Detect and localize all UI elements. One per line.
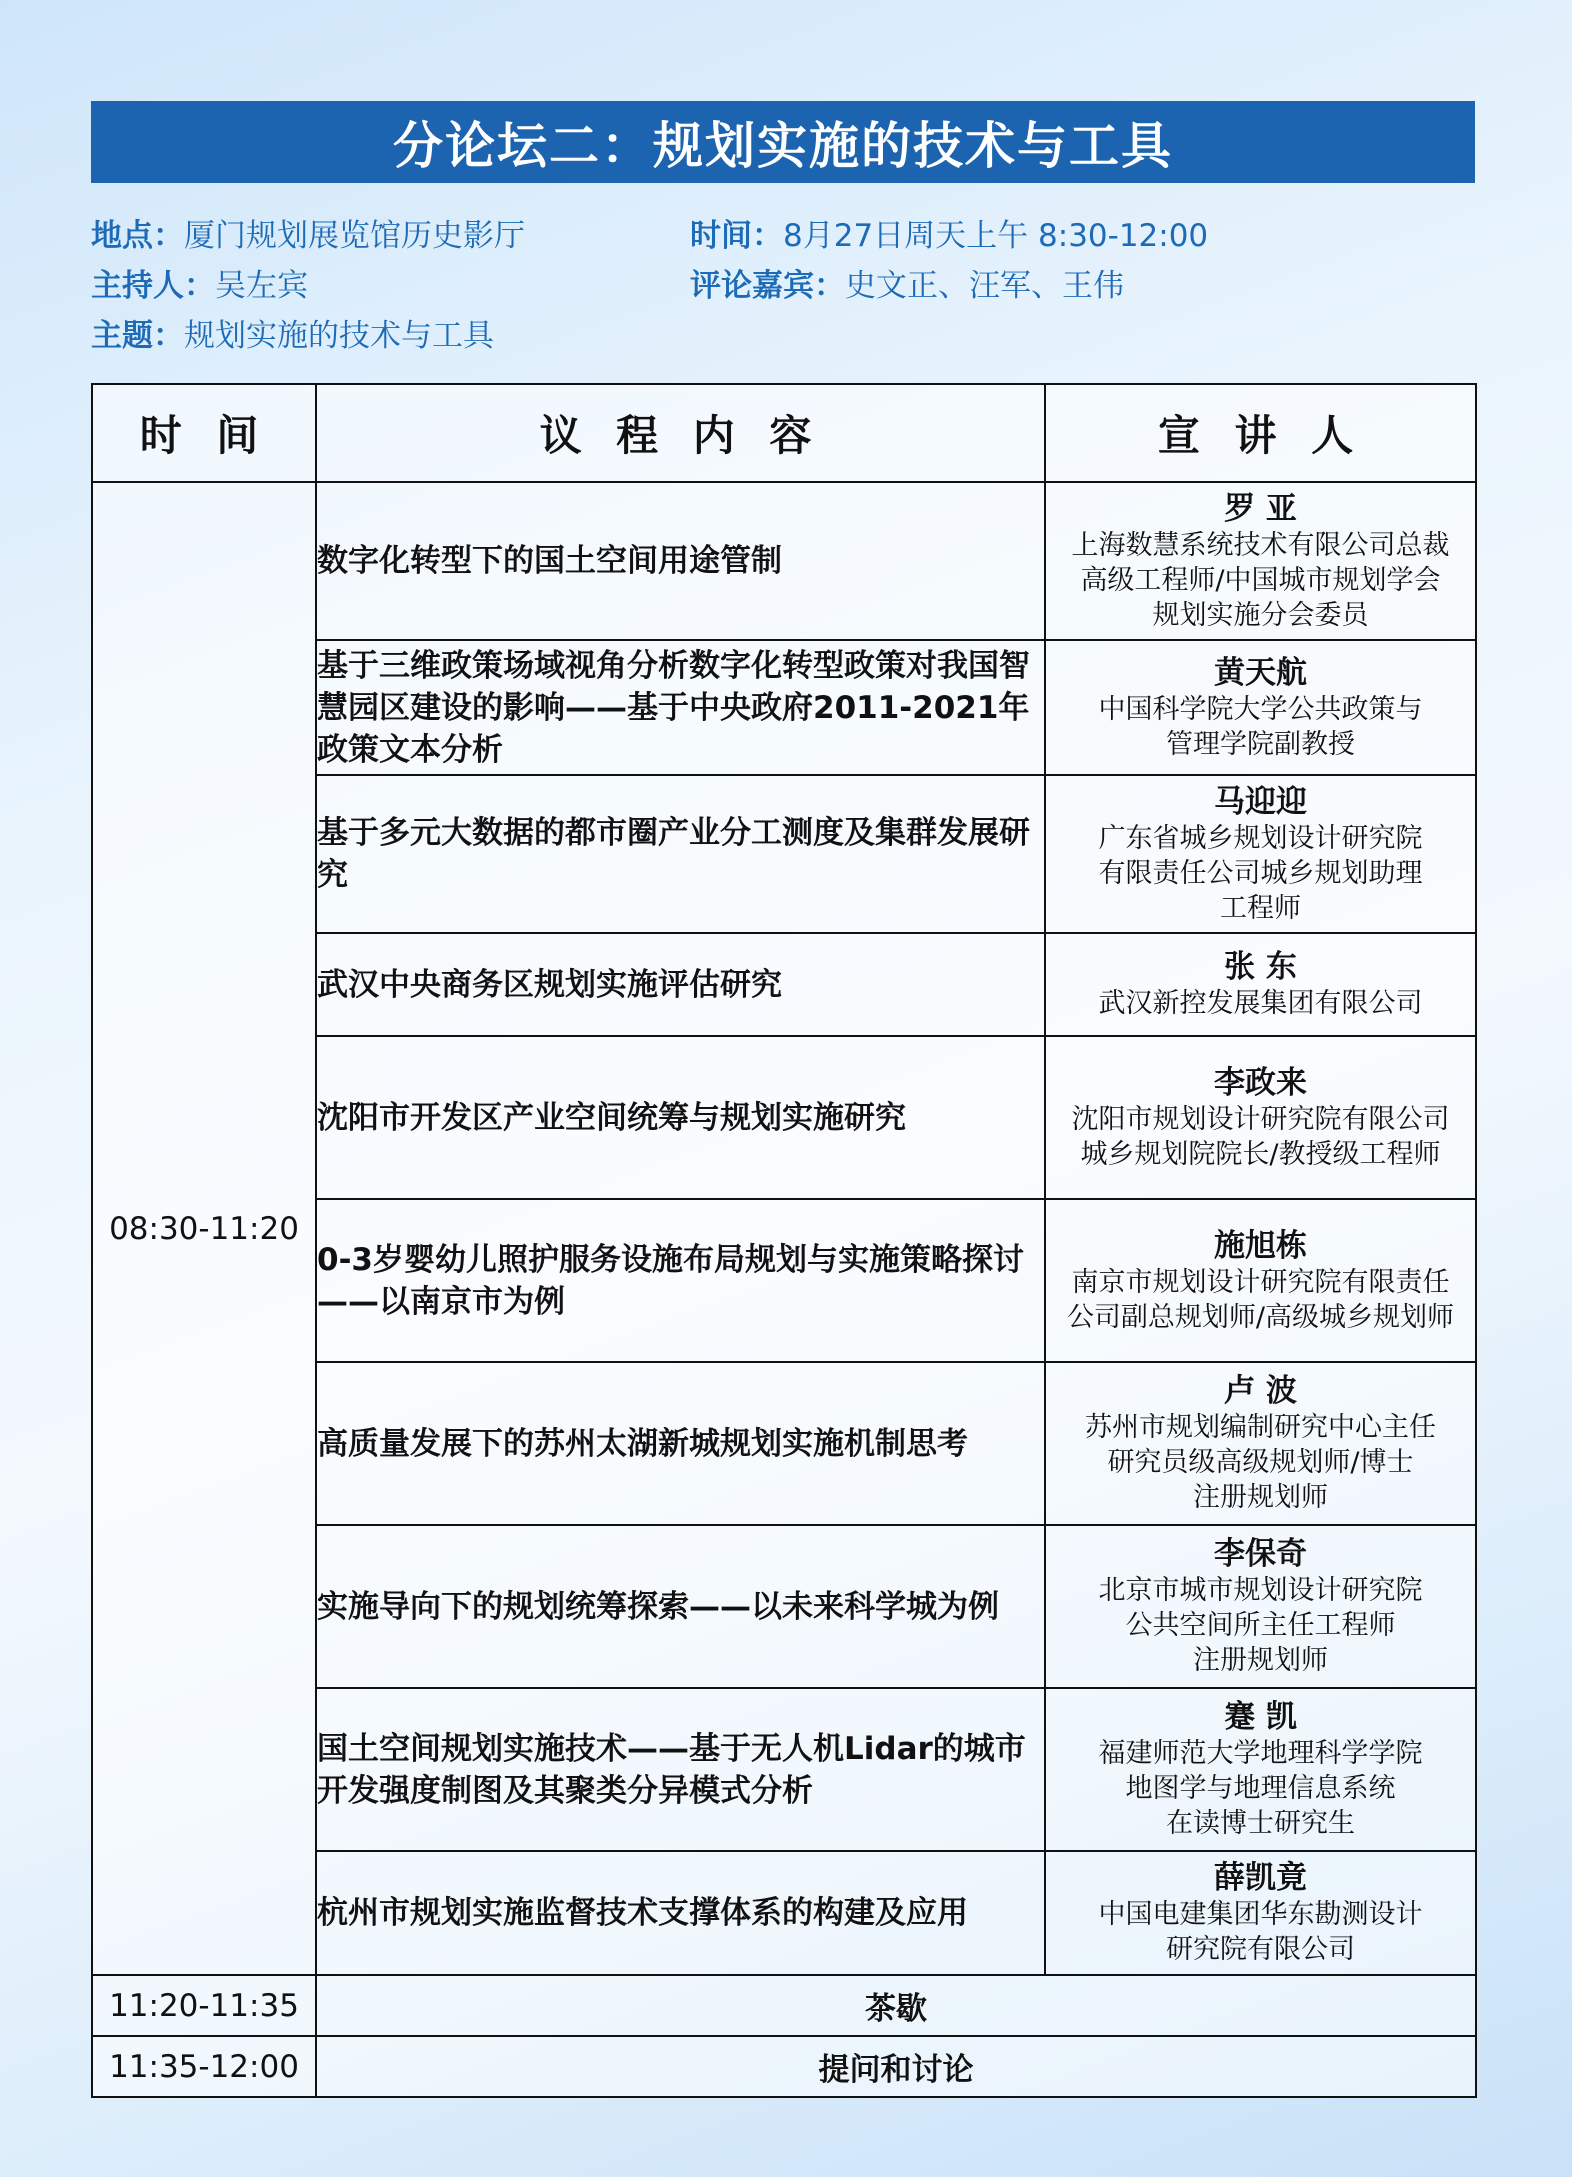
header-agenda: 议 程 内 容 [316,384,1045,482]
speaker-affiliation: 上海数慧系统技术有限公司总裁 高级工程师/中国城市规划学会 规划实施分会委员 [1071,529,1450,631]
topic-cell: 国土空间规划实施技术——基于无人机Lidar的城市开发强度制图及其聚类分异模式分析 [316,1688,1045,1851]
speaker-affiliation: 苏州市规划编制研究中心主任 研究员级高级规划师/博士 注册规划师 [1085,1412,1436,1513]
discussion-label: 提问和讨论 [316,2036,1476,2097]
session-time: 08:30-11:20 [92,482,316,1975]
topic-cell: 高质量发展下的苏州太湖新城规划实施机制思考 [316,1362,1045,1525]
speaker-cell [1045,1525,1476,1688]
discussion-time: 11:35-12:00 [92,2036,316,2097]
topic-cell: 武汉中央商务区规划实施评估研究 [316,933,1045,1036]
speaker-cell [1045,1362,1476,1525]
speaker-cell [1045,482,1476,640]
speaker-cell [1045,1851,1476,1975]
location-value: 厦门规划展览馆历史影厅 [184,218,525,254]
speaker-name: 张 东 [1224,949,1297,985]
header-speaker: 宣 讲 人 [1045,384,1476,482]
speaker-cell [1045,1036,1476,1199]
speaker-affiliation: 广东省城乡规划设计研究院 有限责任公司城乡规划助理 工程师 [1098,822,1423,924]
speaker-name: 李政来 [1214,1064,1307,1101]
break-row [92,1975,1476,2036]
time-label: 时间： [690,218,783,254]
header-time: 时 间 [92,384,316,482]
speaker-affiliation: 武汉新控发展集团有限公司 [1098,988,1423,1019]
discussion-row [92,2036,1476,2097]
table-header-row [92,384,1476,482]
reviewers-value: 史文正、汪军、王伟 [845,268,1124,304]
speaker-name: 卢 波 [1224,1373,1297,1409]
speaker-name: 罗 亚 [1224,490,1297,527]
speaker-cell [1045,933,1476,1036]
topic-cell: 基于三维政策场域视角分析数字化转型政策对我国智慧园区建设的影响——基于中央政府2011-2021年政策文本分析 [316,640,1045,775]
topic-cell: 数字化转型下的国土空间用途管制 [316,482,1045,640]
speaker-affiliation: 中国电建集团华东勘测设计 研究院有限公司 [1098,1899,1423,1965]
topic-cell: 杭州市规划实施监督技术支撑体系的构建及应用 [316,1851,1045,1975]
speaker-affiliation: 沈阳市规划设计研究院有限公司 城乡规划院院长/教授级工程师 [1071,1103,1450,1170]
time-value: 8月27日周天上午 8:30-12:00 [783,218,1209,254]
speaker-name: 马迎迎 [1214,783,1307,820]
table-row [92,482,1476,640]
break-time: 11:20-11:35 [92,1975,316,2036]
speaker-cell [1045,640,1476,775]
speaker-cell [1045,1199,1476,1362]
topic-cell: 沈阳市开发区产业空间统筹与规划实施研究 [316,1036,1045,1199]
reviewers-label: 评论嘉宾： [690,268,845,304]
speaker-affiliation: 南京市规划设计研究院有限责任 公司副总规划师/高级城乡规划师 [1066,1266,1455,1333]
speaker-name: 施旭栋 [1214,1227,1307,1264]
topic-cell: 实施导向下的规划统筹探索——以未来科学城为例 [316,1525,1045,1688]
speaker-cell [1045,1688,1476,1851]
topic-cell: 0-3岁婴幼儿照护服务设施布局规划与实施策略探讨——以南京市为例 [316,1199,1045,1362]
speaker-cell [1045,775,1476,933]
speaker-affiliation: 北京市城市规划设计研究院 公共空间所主任工程师 注册规划师 [1098,1575,1423,1676]
host-value: 吴左宾 [215,268,308,304]
speaker-name: 蹇 凯 [1224,1699,1297,1735]
agenda-table [91,383,1477,2098]
info-location [91,210,525,255]
speaker-name: 薛凯竟 [1214,1860,1307,1896]
info-time [690,210,1208,255]
info-reviewers [690,260,1124,305]
topic-cell: 基于多元大数据的都市圈产业分工测度及集群发展研究 [316,775,1045,933]
location-label: 地点： [91,218,184,254]
break-label: 茶歇 [316,1975,1476,2036]
theme-value: 规划实施的技术与工具 [184,318,494,354]
info-host [91,260,308,305]
speaker-affiliation: 福建师范大学地理科学学院 地图学与地理信息系统 在读博士研究生 [1098,1738,1423,1839]
theme-label: 主题： [91,318,184,354]
host-label: 主持人： [91,268,215,304]
speaker-affiliation: 中国科学院大学公共政策与 管理学院副教授 [1098,693,1423,760]
speaker-name: 黄天航 [1214,654,1307,691]
info-theme [91,310,494,355]
speaker-name: 李保奇 [1214,1536,1307,1572]
forum-title: 分论坛二：规划实施的技术与工具 [91,101,1475,183]
